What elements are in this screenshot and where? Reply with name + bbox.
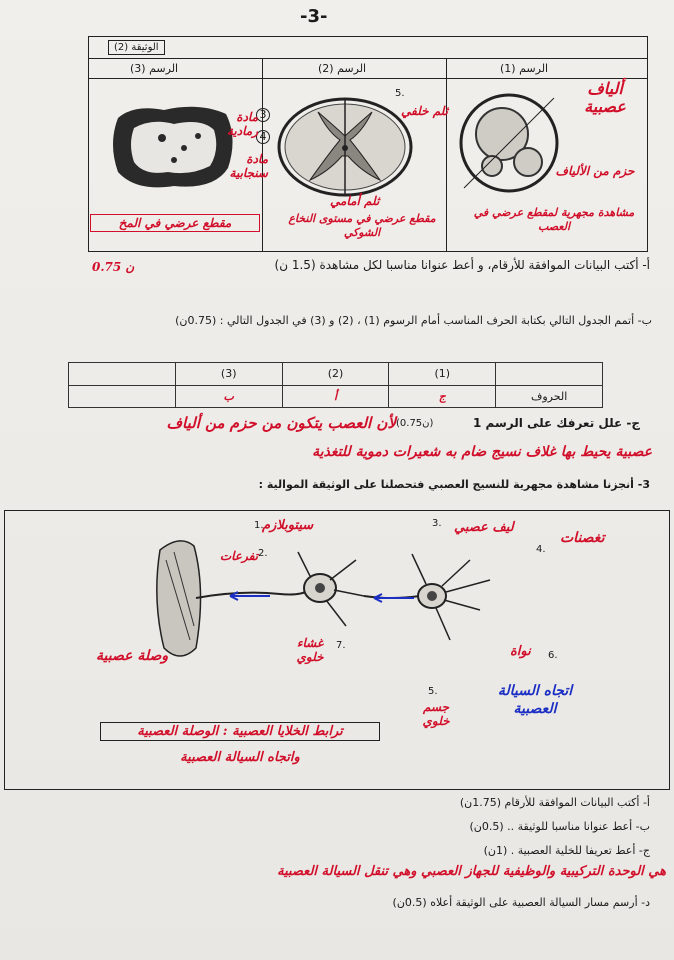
neuron-num-6: 6. — [548, 650, 558, 661]
letters-table-header — [69, 363, 603, 386]
hw-connection2: واتجاه السيالة العصبية — [180, 750, 300, 765]
hw-grey-matter: مادة رمادية — [227, 110, 258, 138]
hw-nucleus: نواة — [510, 644, 531, 659]
letters-answer-3[interactable] — [175, 385, 282, 408]
nerve-section-drawing — [454, 88, 564, 198]
hw-white-matter2: مادة سنجابية — [229, 152, 268, 180]
muscle-shape — [157, 541, 201, 656]
question-c-answer1: لأن العصب يتكون من حزم من ألياف — [166, 414, 396, 432]
hw-axon: ليف عصبي — [454, 520, 514, 535]
page-number: -3- — [300, 6, 328, 27]
hw-title1: مشاهدة مجهرية لمقطع عرضي في العصب — [473, 206, 635, 233]
neuron-num-1: 1. — [254, 520, 264, 531]
hw-fibers: ألياف عصبية — [584, 79, 626, 116]
question-b: ب- أتمم الجدول التالي بكتابة الحرف المناسب أمام الرسوم (1) ، (2) و (3) في الجدول التالي : (0.75ن) — [175, 314, 652, 327]
letters-answer-1-text: ج — [438, 389, 446, 403]
fig2-num5: 5. — [395, 88, 405, 99]
letters-table-empty — [496, 363, 603, 386]
question-c-mark: (0.75ن) — [396, 418, 434, 429]
letters-header-1: (1) — [389, 363, 496, 386]
letters-answer-2-text: أ — [333, 389, 338, 403]
document-label: الوثيقة (2) — [108, 40, 165, 55]
hw-cell-body: جسم خلوي — [422, 700, 450, 728]
fig2-num3: 3 — [256, 108, 270, 122]
hw-connection: ترابط الخلايا العصبية : الوصلة العصبية — [100, 722, 380, 741]
letters-header-3: (3) — [175, 363, 282, 386]
hw-dendrites: تفرعات — [219, 549, 258, 563]
q2-b: ب- أعط عنوانا مناسبا للوثيقة .. (0.5ن) — [469, 820, 650, 833]
question-c: ج- علل تعرفك على الرسم 1 — [473, 416, 640, 430]
spinal-cord-drawing — [270, 92, 420, 202]
letters-answer-2[interactable] — [282, 385, 389, 408]
hw-cytoplasm: سيتوبلازم — [262, 518, 314, 533]
figures-header-line — [88, 58, 648, 59]
hw-membrane: غشاء خلوي — [296, 636, 324, 664]
neuron-num-3: 3. — [432, 518, 442, 529]
hw-bundles: حزم من الألياف — [555, 164, 635, 178]
hw-synapse: وصلة عصبية — [96, 648, 169, 664]
question-a-mark: 0.75 ن — [92, 260, 135, 274]
question-a: أ- أكتب البيانات الموافقة للأرقام، و أعط عنوانا مناسبا لكل مشاهدة (1.5 ن) — [274, 258, 650, 272]
fig1-label: الرسم (1) — [500, 62, 549, 75]
fig3-label: الرسم (3) — [130, 62, 179, 75]
letters-table — [68, 362, 603, 408]
letters-answer-3-text: ب — [223, 389, 234, 403]
hw-terminals: تغصنات — [560, 530, 605, 546]
letters-header-2: (2) — [282, 363, 389, 386]
question-c-answer2: عصبية يحيط بها غلاف نسيج ضام به شعيرات دموية للتغذية — [312, 444, 652, 460]
letters-row-label: الحروف — [496, 385, 603, 408]
hw-title2: مقطع عرضي في مستوى النخاع الشوكي — [288, 212, 436, 239]
q2-c: ج- أعط تعريفا للخلية العصبية . (1ن) — [483, 844, 650, 857]
fig2-label: الرسم (2) — [318, 62, 367, 75]
hw-direction: اتجاه السيالة العصبية — [497, 683, 573, 717]
hw-title3: مقطع عرضي في المخ — [90, 214, 260, 232]
neuron-num-4: 4. — [536, 544, 546, 555]
neuron-num-2: 2. — [258, 548, 268, 559]
neuron-num-5: 5. — [428, 686, 438, 697]
letters-table-row — [69, 385, 603, 408]
letters-table-empty3 — [69, 385, 176, 408]
q2-c-answer: هي الوحدة التركيبية والوظيفية للجهاز العصبي وهي تنقل السيالة العصبية — [277, 864, 666, 879]
hw-anterior-horn: ثلم أمامي — [330, 194, 380, 208]
letters-table-empty2 — [69, 363, 176, 386]
neuron-num-7: 7. — [336, 640, 346, 651]
letters-answer-1[interactable] — [389, 385, 496, 408]
hw-posterior-horn: ثلم خلفي — [401, 104, 448, 118]
q2-d: د- أرسم مسار السيالة العصبية على الوثيقة أعلاه (0.5ن) — [392, 896, 650, 909]
fig2-num4: 4 — [256, 130, 270, 144]
q2-a: أ- أكتب البيانات الموافقة للأرقام (1.75ن) — [459, 796, 650, 809]
question-3: 3- أنجزنا مشاهدة مجهرية للنسيج العصبي فتحصلنا على الوثيقة الموالية : — [258, 478, 650, 491]
figures-header-line2 — [88, 78, 648, 79]
